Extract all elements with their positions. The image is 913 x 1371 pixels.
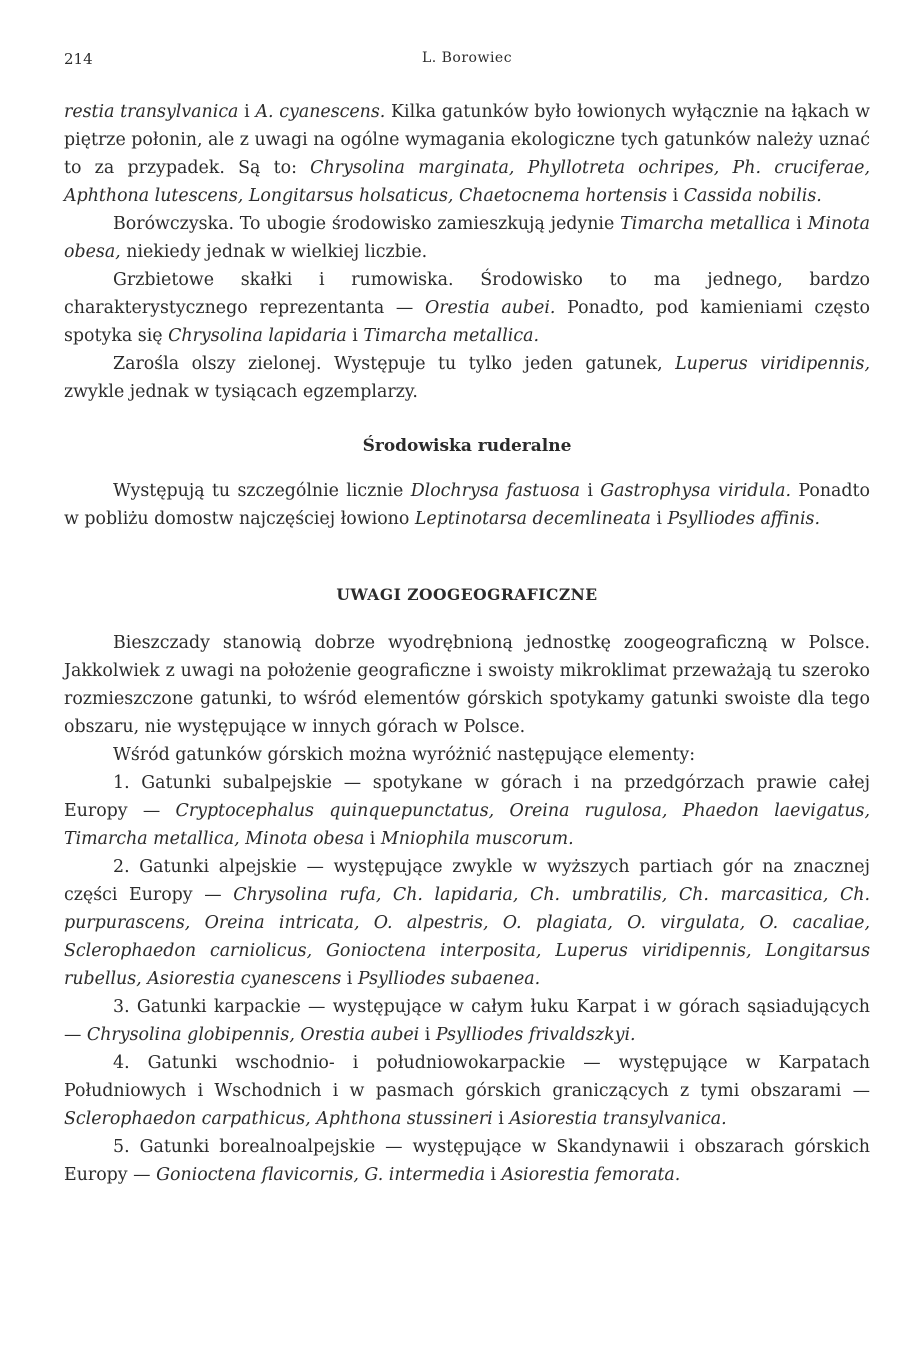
italic-text: Chrysolina lapidaria bbox=[168, 326, 347, 346]
section-title-zoogeography: UWAGI ZOOGEOGRAFICZNE bbox=[336, 585, 598, 604]
italic-text: Chrysolina marginata, Phyllotreta ochripes, Ph. cruciferae, Aphthona lutescens, Longitarsus holsaticus, Chaetocnema hortensis bbox=[64, 158, 870, 206]
italic-text: A. cyanescens. bbox=[255, 102, 386, 122]
text-run: i bbox=[419, 1025, 436, 1045]
text-run: i bbox=[492, 1109, 510, 1129]
italic-text: Chrysolina rufa, Ch. lapidaria, Ch. umbratilis, Ch. marcasitica, Ch. purpurascens, Oreina intricata, O. alpestris, O. plagiata, O. virgulata, O. cacaliae, Sclerophaedon carniolicus, Gonioctena interposita, Luperus viridipennis, Longitarsus rubellus, Asiorestia cyanescens bbox=[64, 885, 871, 989]
ruderal-paragraphs bbox=[64, 477, 870, 533]
text-run: i bbox=[238, 102, 256, 122]
italic-text: Leptinotarsa decemlineata bbox=[414, 509, 651, 529]
paragraph bbox=[64, 210, 870, 266]
text-run: i bbox=[790, 214, 808, 234]
italic-text: restia transylvanica bbox=[64, 102, 239, 122]
paragraph bbox=[64, 853, 870, 993]
paragraph bbox=[64, 629, 870, 741]
text-run: 5. Gatunki borealnoalpejskie — występujące w Skandynawii i obszarach górskich Europy — bbox=[64, 1137, 870, 1185]
italic-text: Timarcha metallica. bbox=[363, 326, 539, 346]
italic-text: Orestia aubei. bbox=[424, 298, 556, 318]
italic-text: Luperus viridipennis, bbox=[675, 354, 870, 374]
text-run: Ponadto w pobliżu domostw najczęściej łowiono bbox=[64, 481, 871, 529]
italic-text: Minota obesa, bbox=[64, 214, 870, 262]
text-run: Występują tu szczególnie licznie bbox=[113, 481, 411, 501]
italic-text: Cryptocephalus quinquepunctatus, Oreina rugulosa, Phaedon laevigatus, Timarcha metallica, Minota obesa bbox=[64, 801, 870, 849]
text-run: i bbox=[580, 481, 601, 501]
text-run: zwykle jednak w tysiącach egzemplarzy. bbox=[64, 382, 418, 402]
italic-text: Psylliodes affinis. bbox=[667, 509, 820, 529]
italic-text: Dlochrysa fastuosa bbox=[410, 481, 581, 501]
text-run: i bbox=[667, 186, 684, 206]
text-run: Zarośla olszy zielonej. Występuje tu tylko jeden gatunek, bbox=[113, 354, 676, 374]
italic-text: Cassida nobilis. bbox=[683, 186, 822, 206]
paragraph bbox=[64, 993, 870, 1049]
italic-text: Timarcha metallica bbox=[620, 214, 791, 234]
text-run: 1. Gatunki subalpejskie — spotykane w górach i na przedgórzach prawie całej Europy — bbox=[64, 773, 870, 821]
text-run: Ponadto, pod kamieniami często spotyka się bbox=[64, 298, 870, 346]
paragraph bbox=[64, 266, 870, 350]
paragraph bbox=[64, 1133, 870, 1189]
text-run: Grzbietowe skałki i rumowiska. Środowisko to ma jednego, bardzo charakterystycznego reprezentanta — bbox=[64, 270, 870, 318]
paragraph bbox=[64, 741, 870, 769]
italic-text: Chrysolina globipennis, Orestia aubei bbox=[86, 1025, 420, 1045]
paragraph bbox=[64, 1049, 870, 1133]
text-run: i bbox=[650, 509, 668, 529]
text-run: Borówczyska. To ubogie środowisko zamieszkują jedynie bbox=[113, 214, 621, 234]
text-run: Bieszczady stanowią dobrze wyodrębnioną jednostkę zoogeograficzną w Polsce. Jakkolwiek z uwagi na położenie geograficzne i swoisty mikroklimat przeważają tu szeroko rozmieszczone gatunki, to wśród elementów górskich spotykamy gatunki swoiste dla tego obszaru, nie występujące w innych górach w Polsce. bbox=[64, 633, 870, 737]
text-run: 4. Gatunki wschodnio- i południowokarpackie — występujące w Karpatach Południowych i Wschodnich i w pasmach górskich graniczących z tymi obszarami — bbox=[64, 1053, 870, 1101]
italic-text: Sclerophaedon carpathicus, Aphthona stussineri bbox=[64, 1109, 493, 1129]
paragraph bbox=[64, 769, 870, 853]
italic-text: Gastrophysa viridula. bbox=[600, 481, 792, 501]
text-run: i bbox=[346, 326, 364, 346]
running-header bbox=[64, 44, 870, 74]
italic-text: Mniophila muscorum. bbox=[380, 829, 574, 849]
zoogeography-paragraphs bbox=[64, 629, 870, 1189]
text-run: Kilka gatunków było łowionych wyłącznie na łąkach w piętrze połonin, ale z uwagi na ogólne wymagania ekologiczne tych gatunków należy uznać to za przypadek. Są to: bbox=[64, 102, 870, 178]
text-run: 3. Gatunki karpackie — występujące w całym łuku Karpat i w górach sąsiadujących — bbox=[64, 997, 870, 1045]
intro-paragraphs bbox=[64, 98, 870, 406]
text-run: i bbox=[341, 969, 358, 989]
text-run: niekiedy jednak w wielkiej liczbie. bbox=[120, 242, 428, 262]
italic-text: Asiorestia femorata. bbox=[501, 1165, 681, 1185]
italic-text: Asiorestia transylvanica. bbox=[509, 1109, 727, 1129]
italic-text: Psylliodes frivaldszkyi. bbox=[435, 1025, 636, 1045]
paragraph bbox=[64, 477, 870, 533]
italic-text: Psylliodes subaenea. bbox=[357, 969, 541, 989]
text-run: i bbox=[484, 1165, 502, 1185]
text-run: i bbox=[364, 829, 381, 849]
text-run: 2. Gatunki alpejskie — występujące zwykle w wyższych partiach gór na znacznej części Europy — bbox=[64, 857, 870, 905]
italic-text: Gonioctena flavicornis, G. intermedia bbox=[156, 1165, 485, 1185]
running-title: L. Borowiec bbox=[421, 50, 513, 66]
text-run: Wśród gatunków górskich można wyróżnić następujące elementy: bbox=[113, 745, 696, 765]
paragraph bbox=[64, 98, 870, 210]
intro-text bbox=[64, 98, 870, 406]
section-title-ruderal: Środowiska ruderalne bbox=[362, 436, 572, 456]
document-page bbox=[64, 44, 870, 1189]
page-number: 214 bbox=[64, 50, 93, 68]
paragraph bbox=[64, 350, 870, 406]
